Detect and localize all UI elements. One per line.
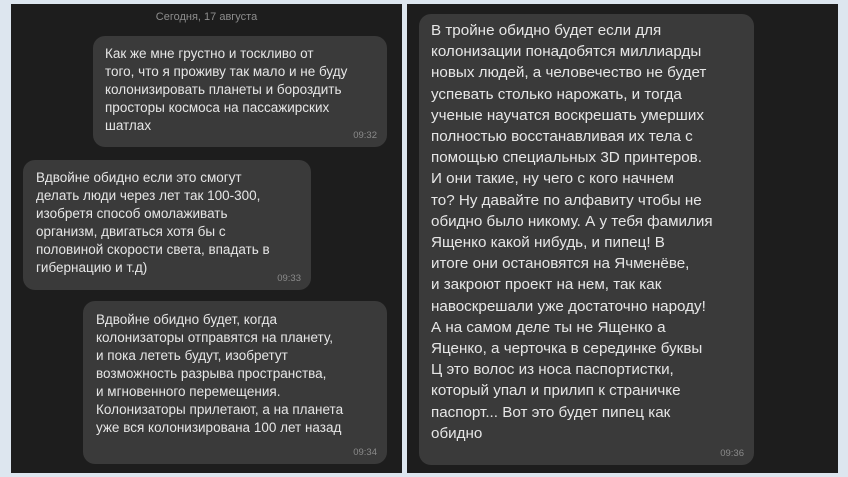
message-bubble[interactable] xyxy=(23,160,311,290)
message-bubble[interactable] xyxy=(419,14,754,465)
message-text: Вдвойне обидно будет, когда колонизаторы отправятся на планету, и пока лететь будут, изобретут возможность разрыва пространства, и мгновенного перемещения. Колонизаторы прилетают, а на планета уже вся колонизирована 100 лет назад xyxy=(96,312,344,435)
message-time: 09:34 xyxy=(353,447,377,458)
chat-panel-left xyxy=(11,4,402,473)
message-time: 09:33 xyxy=(277,273,301,284)
message-time: 09:36 xyxy=(720,448,744,459)
message-bubble[interactable] xyxy=(93,36,387,147)
message-time: 09:32 xyxy=(353,130,377,141)
date-separator: Сегодня, 17 августа xyxy=(155,11,258,23)
message-text: Вдвойне обидно если это смогут делать люди через лет так 100-300, изобретя способ омолаживать организм, двигаться хотя бы с половиной скорости света, впадать в гибернацию и т.д) xyxy=(36,170,270,275)
message-text: Как же мне грустно и тоскливо от того, что я проживу так мало и не буду колонизировать планеты и бороздить просторы космоса на пассажирских шатлах xyxy=(105,46,348,133)
message-bubble[interactable] xyxy=(83,301,387,464)
chat-panel-right xyxy=(407,4,838,473)
message-text: В тройне обидно будет если для колонизации понадобятся миллиарды новых людей, а человечество не будет успевать столько нарожать, и тогда ученые научатся воскрешать умерших полностью восстанавливая их тела с помощью специальных 3D принтеров. И они такие, ну чего с кого начнем то? Ну давайте по алфавиту чтобы не обидно было никому. А у тебя фамилия Ященко какой нибудь, и пипец! В итоге они остановятся на Ячменёве, и закроют проект на нем, так как навоскрешали уже достаточно народу! А на самом деле ты не Ященко а Яценко, а черточка в серединке буквы Ц это волос из носа паспортистки, который упал и прилип к страничке паспорт... Вот это будет пипец как обидно xyxy=(431,22,713,442)
